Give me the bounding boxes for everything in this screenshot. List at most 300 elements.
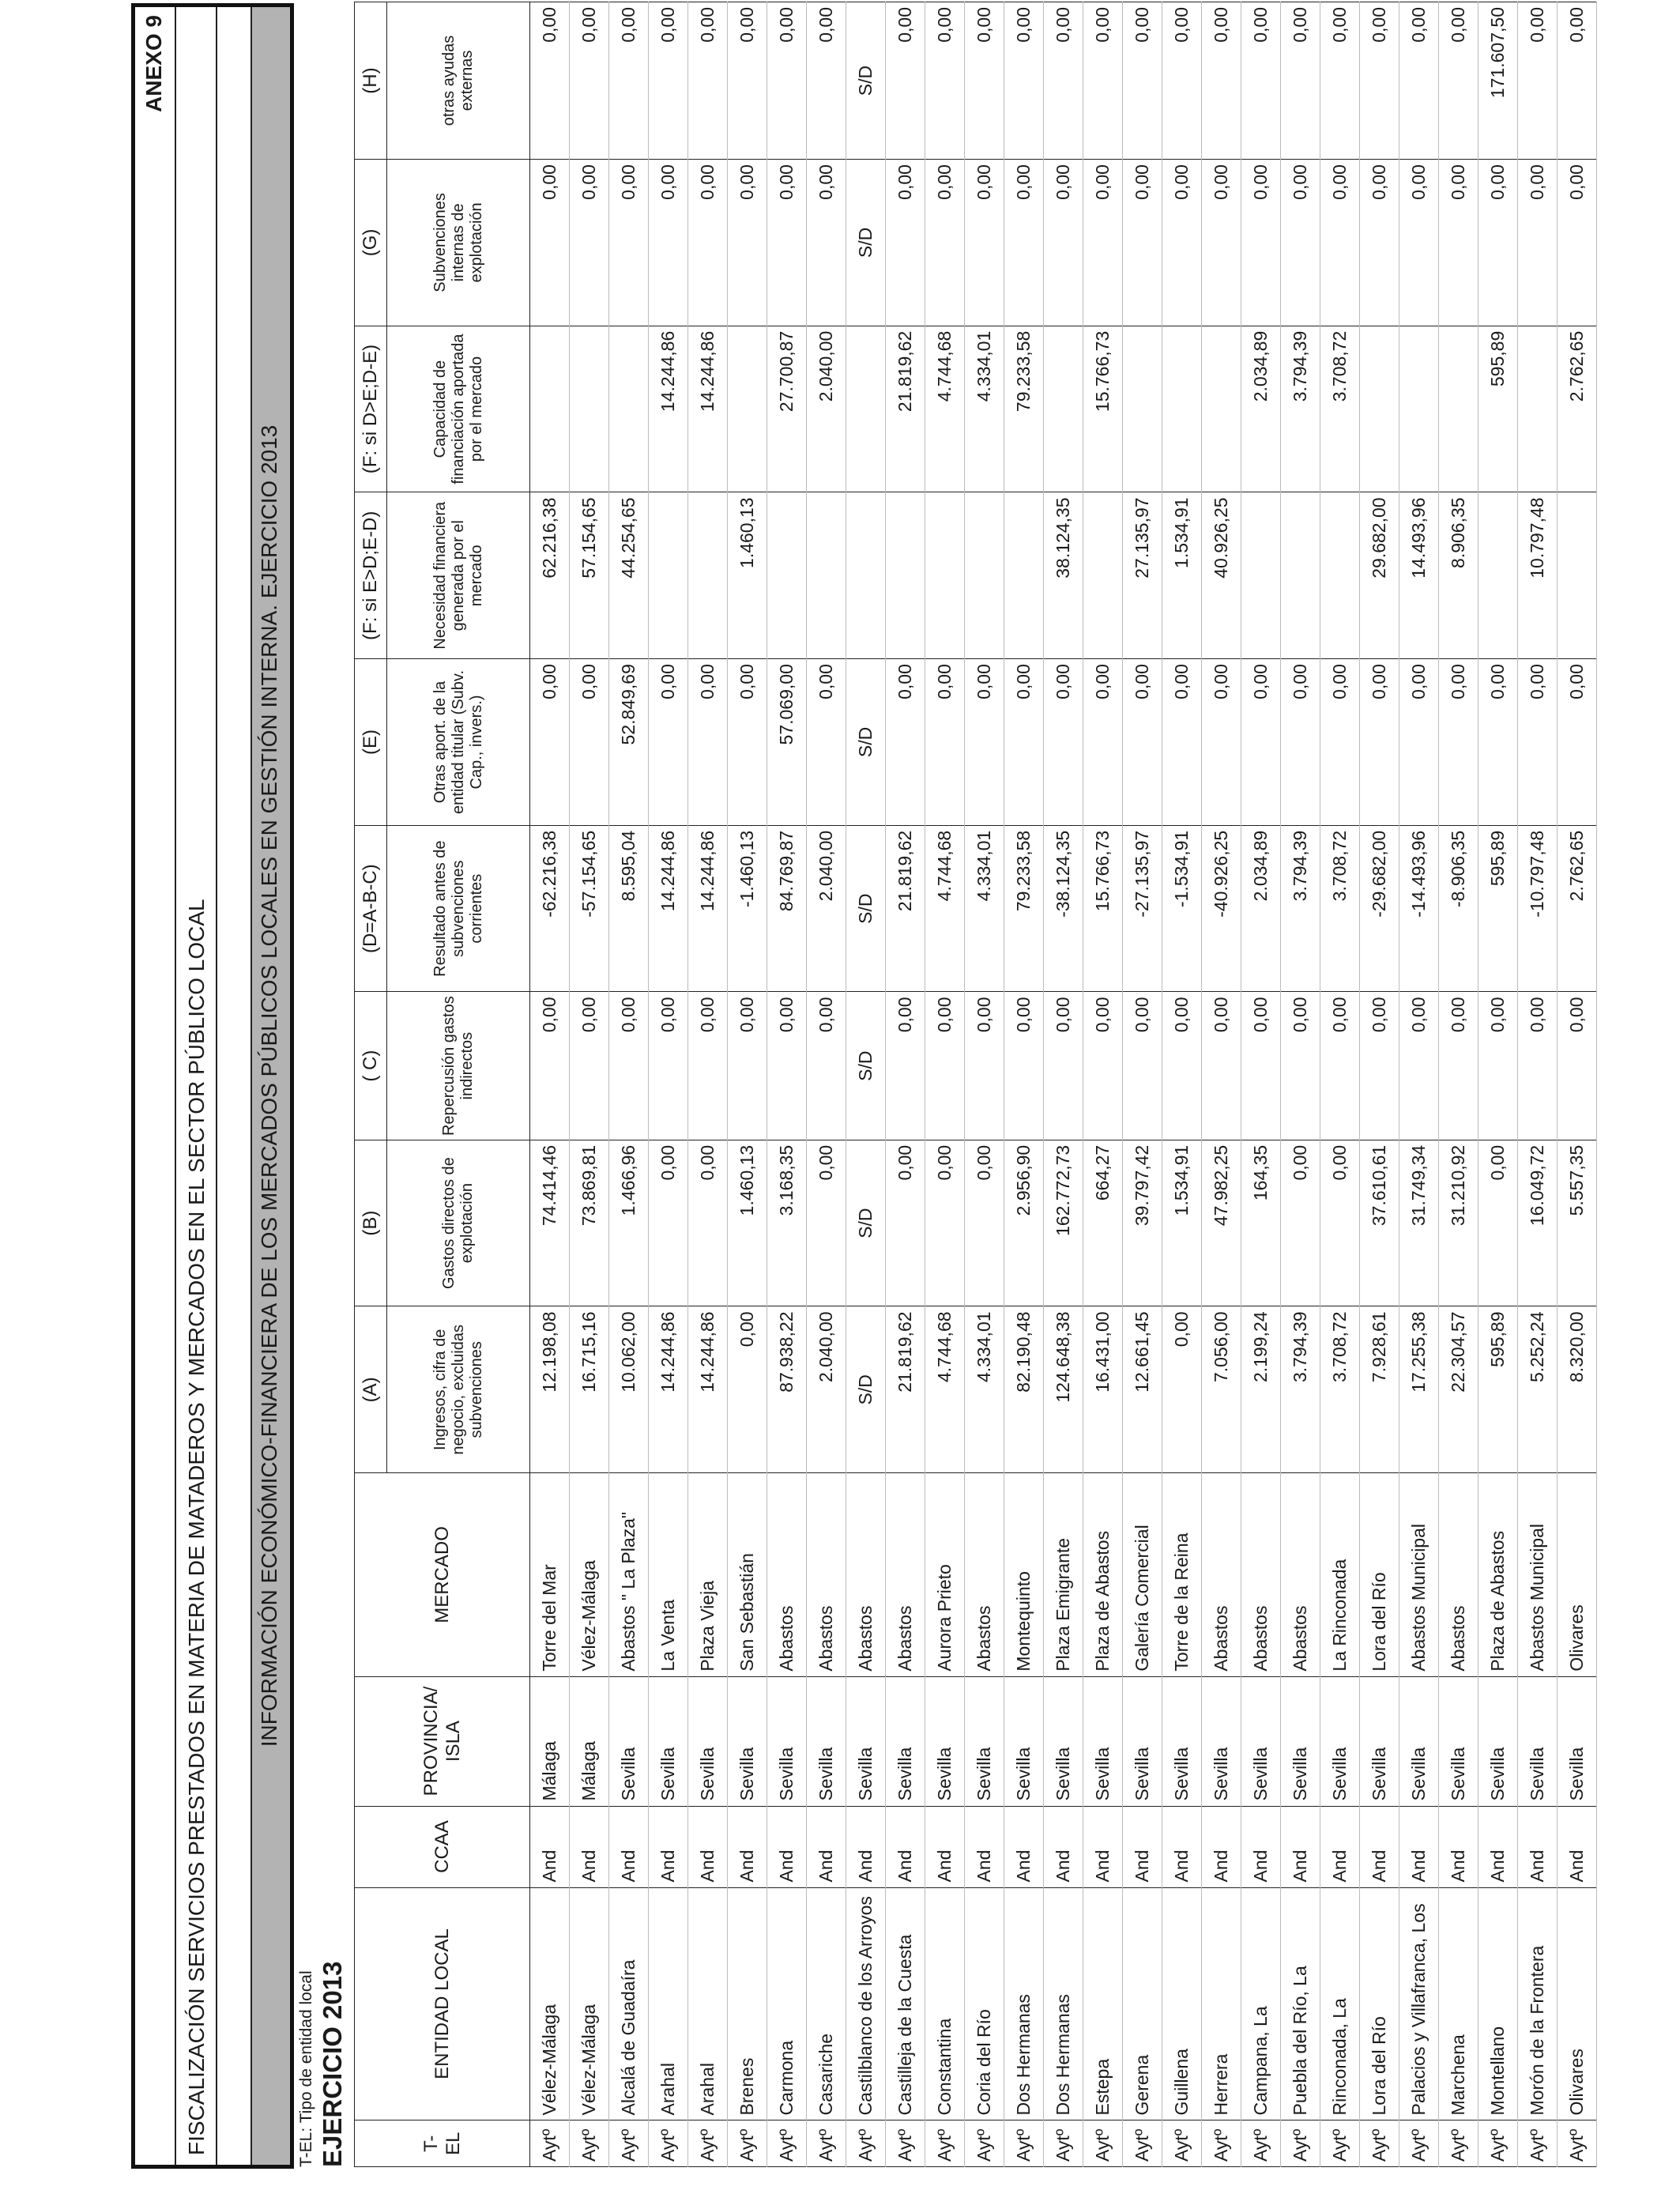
cell-tel: Aytº: [1162, 2120, 1202, 2167]
col-header-entidad: ENTIDAD LOCAL: [355, 1887, 530, 2120]
cell-ccaa: And: [1162, 1806, 1202, 1887]
cell-d: 84.769,87: [767, 825, 807, 992]
cell-ccaa: And: [570, 1806, 609, 1887]
col-code-d: (D=A-B-C): [355, 825, 387, 992]
main-title: FISCALIZACIÓN SERVICIOS PRESTADOS EN MATERIA DE MATADEROS Y MERCADOS EN EL SECTOR PÚBLICO LOCAL: [184, 899, 209, 2155]
cell-provincia: Sevilla: [1320, 1676, 1360, 1806]
cell-h: 0,00: [688, 2, 728, 160]
cell-tel: Aytº: [688, 2120, 728, 2167]
cell-f2: [1202, 326, 1241, 492]
cell-b: 0,00: [1478, 1140, 1518, 1306]
cell-b: 0,00: [1281, 1140, 1320, 1306]
cell-tel: Aytº: [965, 2120, 1004, 2167]
cell-provincia: Sevilla: [1399, 1676, 1439, 1806]
cell-entidad: Castilleja de la Cuesta: [886, 1887, 925, 2120]
cell-mercado: Abastos: [1202, 1473, 1241, 1677]
cell-d: -27.135,97: [1123, 825, 1162, 992]
cell-b: 664,27: [1083, 1140, 1123, 1306]
cell-c: 0,00: [767, 992, 807, 1140]
cell-f1: [688, 492, 728, 659]
cell-a: 21.819,62: [886, 1306, 925, 1473]
cell-h: 0,00: [1439, 2, 1478, 160]
cell-tel: Aytº: [1558, 2120, 1597, 2167]
cell-g: 0,00: [1083, 160, 1123, 326]
table-row: [1162, 2, 1202, 2167]
col-code-a: (A): [355, 1306, 387, 1473]
cell-provincia: Sevilla: [925, 1676, 965, 1806]
cell-d: -29.682,00: [1360, 825, 1399, 992]
cell-b: 0,00: [807, 1140, 846, 1306]
col-header-mercado: MERCADO: [355, 1473, 530, 1677]
cell-c: S/D: [846, 992, 886, 1140]
cell-ccaa: And: [609, 1806, 649, 1887]
cell-h: S/D: [846, 2, 886, 160]
cell-f1: [807, 492, 846, 659]
cell-f2: 3.708,72: [1320, 326, 1360, 492]
cell-provincia: Sevilla: [846, 1676, 886, 1806]
cell-tel: Aytº: [1320, 2120, 1360, 2167]
cell-a: 82.190,48: [1004, 1306, 1044, 1473]
col-desc-d: Resultado antes de subvenciones corrientes: [387, 825, 530, 992]
table-row: [846, 2, 886, 2167]
cell-d: -57.154,65: [570, 825, 609, 992]
cell-g: 0,00: [1518, 160, 1558, 326]
cell-b: 1.466,96: [609, 1140, 649, 1306]
cell-d: -10.797,48: [1518, 825, 1558, 992]
col-header-ccaa: CCAA: [355, 1806, 530, 1887]
cell-b: 0,00: [965, 1140, 1004, 1306]
cell-g: 0,00: [530, 160, 570, 326]
cell-provincia: Sevilla: [1202, 1676, 1241, 1806]
cell-mercado: Abastos " La Plaza": [609, 1473, 649, 1677]
cell-c: 0,00: [609, 992, 649, 1140]
col-header-provincia: PROVINCIA/ ISLA: [355, 1676, 530, 1806]
cell-g: 0,00: [1123, 160, 1162, 326]
cell-e: 0,00: [1518, 659, 1558, 826]
table-row: [1320, 2, 1360, 2167]
cell-tel: Aytº: [728, 2120, 767, 2167]
cell-entidad: Rinconada, La: [1320, 1887, 1360, 2120]
cell-h: 0,00: [728, 2, 767, 160]
cell-e: 52.849,69: [609, 659, 649, 826]
cell-g: 0,00: [1399, 160, 1439, 326]
cell-provincia: Sevilla: [886, 1676, 925, 1806]
table-row: [1518, 2, 1558, 2167]
cell-a: 87.938,22: [767, 1306, 807, 1473]
table-row: [530, 2, 570, 2167]
cell-b: 0,00: [1320, 1140, 1360, 1306]
cell-ccaa: And: [649, 1806, 688, 1887]
cell-f2: [728, 326, 767, 492]
cell-a: 7.928,61: [1360, 1306, 1399, 1473]
table-row: [807, 2, 846, 2167]
cell-provincia: Sevilla: [1439, 1676, 1478, 1806]
cell-provincia: Sevilla: [609, 1676, 649, 1806]
cell-h: 0,00: [1518, 2, 1558, 160]
cell-g: 0,00: [1439, 160, 1478, 326]
cell-provincia: Sevilla: [649, 1676, 688, 1806]
cell-h: 0,00: [570, 2, 609, 160]
cell-mercado: Abastos Municipal: [1518, 1473, 1558, 1677]
col-code-c: ( C): [355, 992, 387, 1140]
cell-tel: Aytº: [886, 2120, 925, 2167]
cell-tel: Aytº: [1202, 2120, 1241, 2167]
cell-ccaa: And: [1360, 1806, 1399, 1887]
col-desc-c: Repercusión gastos indirectos: [387, 992, 530, 1140]
cell-entidad: Guillena: [1162, 1887, 1202, 2120]
cell-e: 0,00: [1320, 659, 1360, 826]
cell-f1: 62.216,38: [530, 492, 570, 659]
cell-e: 0,00: [570, 659, 609, 826]
cell-a: 595,89: [1478, 1306, 1518, 1473]
cell-entidad: Alcalá de Guadaíra: [609, 1887, 649, 2120]
cell-c: 0,00: [886, 992, 925, 1140]
col-code-b: (B): [355, 1140, 387, 1306]
cell-e: 0,00: [1202, 659, 1241, 826]
cell-f1: [1558, 492, 1597, 659]
cell-b: 162.772,73: [1044, 1140, 1083, 1306]
cell-f2: 4.744,68: [925, 326, 965, 492]
cell-ccaa: And: [807, 1806, 846, 1887]
cell-tel: Aytº: [1518, 2120, 1558, 2167]
cell-tel: Aytº: [1083, 2120, 1123, 2167]
cell-ccaa: And: [530, 1806, 570, 1887]
cell-provincia: Sevilla: [1281, 1676, 1320, 1806]
cell-f1: 57.154,65: [570, 492, 609, 659]
cell-d: 14.244,86: [688, 825, 728, 992]
cell-tel: Aytº: [1478, 2120, 1518, 2167]
table-row: [965, 2, 1004, 2167]
cell-g: 0,00: [965, 160, 1004, 326]
cell-f1: 8.906,35: [1439, 492, 1478, 659]
table-row: [1083, 2, 1123, 2167]
cell-d: 21.819,62: [886, 825, 925, 992]
cell-h: 0,00: [1044, 2, 1083, 160]
cell-h: 0,00: [807, 2, 846, 160]
cell-entidad: Castilblanco de los Arroyos: [846, 1887, 886, 2120]
cell-entidad: Coria del Río: [965, 1887, 1004, 2120]
cell-h: 0,00: [1281, 2, 1320, 160]
year-label: EJERCICIO 2013: [318, 1961, 347, 2167]
cell-ccaa: And: [1241, 1806, 1281, 1887]
table-row: [1044, 2, 1083, 2167]
cell-tel: Aytº: [570, 2120, 609, 2167]
cell-provincia: Málaga: [530, 1676, 570, 1806]
cell-entidad: Palacios y Villafranca, Los: [1399, 1887, 1439, 2120]
table-row: [886, 2, 925, 2167]
cell-f1: 1.534,91: [1162, 492, 1202, 659]
cell-g: 0,00: [1478, 160, 1518, 326]
info-title-row: [252, 7, 290, 2165]
cell-e: 0,00: [530, 659, 570, 826]
cell-h: 0,00: [530, 2, 570, 160]
cell-provincia: Sevilla: [1558, 1676, 1597, 1806]
table-row: [1478, 2, 1518, 2167]
cell-entidad: Marchena: [1439, 1887, 1478, 2120]
col-code-h: (H): [355, 2, 387, 160]
cell-mercado: Torre de la Reina: [1162, 1473, 1202, 1677]
cell-e: 0,00: [1044, 659, 1083, 826]
cell-e: 0,00: [649, 659, 688, 826]
col-code-f1: (F: si E>D;E-D): [355, 492, 387, 659]
cell-f1: 10.797,48: [1518, 492, 1558, 659]
col-desc-e: Otras aport. de la entidad titular (Subv. Cap., invers.): [387, 659, 530, 826]
cell-b: 0,00: [925, 1140, 965, 1306]
cell-tel: Aytº: [609, 2120, 649, 2167]
cell-h: 0,00: [1004, 2, 1044, 160]
cell-b: 16.049,72: [1518, 1140, 1558, 1306]
cell-g: 0,00: [570, 160, 609, 326]
cell-f1: 44.254,65: [609, 492, 649, 659]
cell-mercado: Vélez-Málaga: [570, 1473, 609, 1677]
cell-a: 10.062,00: [609, 1306, 649, 1473]
cell-d: -40.926,25: [1202, 825, 1241, 992]
cell-f2: [530, 326, 570, 492]
cell-c: 0,00: [1162, 992, 1202, 1140]
cell-c: 0,00: [1399, 992, 1439, 1140]
cell-f1: [767, 492, 807, 659]
cell-mercado: Abastos: [886, 1473, 925, 1677]
cell-provincia: Sevilla: [1360, 1676, 1399, 1806]
cell-e: 0,00: [965, 659, 1004, 826]
cell-f2: 14.244,86: [649, 326, 688, 492]
cell-a: S/D: [846, 1306, 886, 1473]
cell-f2: 15.766,73: [1083, 326, 1123, 492]
cell-a: 22.304,57: [1439, 1306, 1478, 1473]
cell-b: 37.610,61: [1360, 1140, 1399, 1306]
cell-h: 0,00: [925, 2, 965, 160]
cell-a: 8.320,00: [1558, 1306, 1597, 1473]
cell-ccaa: And: [1478, 1806, 1518, 1887]
cell-d: 79.233,58: [1004, 825, 1044, 992]
cell-mercado: Lora del Río: [1360, 1473, 1399, 1677]
cell-h: 0,00: [1558, 2, 1597, 160]
table-row: [609, 2, 649, 2167]
cell-mercado: Abastos Municipal: [1399, 1473, 1439, 1677]
cell-tel: Aytº: [925, 2120, 965, 2167]
cell-h: 0,00: [767, 2, 807, 160]
cell-mercado: Plaza Vieja: [688, 1473, 728, 1677]
cell-g: 0,00: [1320, 160, 1360, 326]
cell-c: 0,00: [1083, 992, 1123, 1140]
cell-entidad: Herrera: [1202, 1887, 1241, 2120]
cell-provincia: Sevilla: [1044, 1676, 1083, 1806]
cell-f2: 2.040,00: [807, 326, 846, 492]
cell-d: -1.534,91: [1162, 825, 1202, 992]
cell-g: 0,00: [1360, 160, 1399, 326]
cell-mercado: Abastos: [846, 1473, 886, 1677]
cell-tel: Aytº: [1439, 2120, 1478, 2167]
cell-e: 0,00: [1281, 659, 1320, 826]
cell-tel: Aytº: [767, 2120, 807, 2167]
cell-tel: Aytº: [1123, 2120, 1162, 2167]
cell-a: 2.199,24: [1241, 1306, 1281, 1473]
cell-mercado: Abastos: [1439, 1473, 1478, 1677]
table-row: [1123, 2, 1162, 2167]
cell-d: -8.906,35: [1439, 825, 1478, 992]
cell-g: 0,00: [609, 160, 649, 326]
cell-h: 0,00: [609, 2, 649, 160]
cell-f2: [1162, 326, 1202, 492]
cell-tel: Aytº: [649, 2120, 688, 2167]
cell-d: 15.766,73: [1083, 825, 1123, 992]
cell-entidad: Arahal: [649, 1887, 688, 2120]
table-row: [728, 2, 767, 2167]
cell-e: S/D: [846, 659, 886, 826]
cell-g: 0,00: [1558, 160, 1597, 326]
cell-tel: Aytº: [1281, 2120, 1320, 2167]
market-table: [354, 2, 1597, 2167]
cell-h: 0,00: [649, 2, 688, 160]
cell-a: 4.744,68: [925, 1306, 965, 1473]
cell-c: 0,00: [1360, 992, 1399, 1140]
cell-g: 0,00: [1162, 160, 1202, 326]
cell-mercado: Plaza de Abastos: [1083, 1473, 1123, 1677]
table-row: [767, 2, 807, 2167]
cell-g: 0,00: [728, 160, 767, 326]
cell-mercado: Montequinto: [1004, 1473, 1044, 1677]
cell-f2: [570, 326, 609, 492]
cell-mercado: Plaza Emigrante: [1044, 1473, 1083, 1677]
cell-mercado: Plaza de Abastos: [1478, 1473, 1518, 1677]
cell-mercado: Abastos: [1241, 1473, 1281, 1677]
cell-provincia: Sevilla: [1083, 1676, 1123, 1806]
cell-d: 4.744,68: [925, 825, 965, 992]
cell-c: 0,00: [530, 992, 570, 1140]
cell-a: 0,00: [1162, 1306, 1202, 1473]
cell-ccaa: And: [767, 1806, 807, 1887]
cell-g: 0,00: [1241, 160, 1281, 326]
cell-f2: 4.334,01: [965, 326, 1004, 492]
cell-b: 3.168,35: [767, 1140, 807, 1306]
cell-a: 0,00: [728, 1306, 767, 1473]
cell-ccaa: And: [1004, 1806, 1044, 1887]
cell-ccaa: And: [846, 1806, 886, 1887]
cell-f2: [1399, 326, 1439, 492]
cell-ccaa: And: [1320, 1806, 1360, 1887]
table-row: [1281, 2, 1320, 2167]
cell-b: 5.557,35: [1558, 1140, 1597, 1306]
col-code-f2: (F: si D>E;D-E): [355, 326, 387, 492]
cell-e: 0,00: [1162, 659, 1202, 826]
cell-ccaa: And: [925, 1806, 965, 1887]
cell-c: 0,00: [965, 992, 1004, 1140]
cell-c: 0,00: [1439, 992, 1478, 1140]
cell-mercado: Galería Comercial: [1123, 1473, 1162, 1677]
cell-provincia: Sevilla: [807, 1676, 846, 1806]
cell-e: 0,00: [1083, 659, 1123, 826]
col-desc-g: Subvenciones internas de explotación: [387, 160, 530, 326]
cell-c: 0,00: [1281, 992, 1320, 1140]
cell-e: 0,00: [1004, 659, 1044, 826]
cell-e: 0,00: [1478, 659, 1518, 826]
cell-d: 2.034,89: [1241, 825, 1281, 992]
cell-provincia: Sevilla: [1478, 1676, 1518, 1806]
cell-g: 0,00: [807, 160, 846, 326]
cell-d: -14.493,96: [1399, 825, 1439, 992]
cell-g: 0,00: [1044, 160, 1083, 326]
main-title-row: [176, 7, 217, 2165]
cell-provincia: Sevilla: [965, 1676, 1004, 1806]
cell-h: 0,00: [1399, 2, 1439, 160]
cell-a: 17.255,38: [1399, 1306, 1439, 1473]
cell-tel: Aytº: [1360, 2120, 1399, 2167]
col-header-tel: T-EL: [355, 2120, 530, 2167]
cell-tel: Aytº: [1004, 2120, 1044, 2167]
cell-ccaa: And: [728, 1806, 767, 1887]
cell-f2: [1518, 326, 1558, 492]
cell-ccaa: And: [688, 1806, 728, 1887]
cell-ccaa: And: [1044, 1806, 1083, 1887]
cell-g: 0,00: [1202, 160, 1241, 326]
cell-a: 12.661,45: [1123, 1306, 1162, 1473]
table-row: [1399, 2, 1439, 2167]
cell-e: 0,00: [688, 659, 728, 826]
cell-c: 0,00: [807, 992, 846, 1140]
cell-ccaa: And: [1123, 1806, 1162, 1887]
header-row-codes: [355, 2, 387, 2167]
cell-tel: Aytº: [1241, 2120, 1281, 2167]
cell-b: 1.460,13: [728, 1140, 767, 1306]
cell-b: 31.210,92: [1439, 1140, 1478, 1306]
cell-d: 2.762,65: [1558, 825, 1597, 992]
blank-row: [217, 7, 252, 2165]
cell-e: 0,00: [886, 659, 925, 826]
header-box: [131, 3, 294, 2169]
cell-b: 31.749,34: [1399, 1140, 1439, 1306]
cell-b: 0,00: [886, 1140, 925, 1306]
cell-f1: [925, 492, 965, 659]
cell-e: 0,00: [1399, 659, 1439, 826]
cell-entidad: Campana, La: [1241, 1887, 1281, 2120]
cell-f1: [1241, 492, 1281, 659]
cell-f1: [1004, 492, 1044, 659]
cell-f1: [1083, 492, 1123, 659]
cell-f2: [1044, 326, 1083, 492]
cell-tel: Aytº: [1044, 2120, 1083, 2167]
cell-entidad: Brenes: [728, 1887, 767, 2120]
cell-c: 0,00: [1044, 992, 1083, 1140]
cell-ccaa: And: [1558, 1806, 1597, 1887]
cell-ccaa: And: [1281, 1806, 1320, 1887]
cell-c: 0,00: [1320, 992, 1360, 1140]
cell-ccaa: And: [1083, 1806, 1123, 1887]
cell-b: 1.534,91: [1162, 1140, 1202, 1306]
cell-f1: [1281, 492, 1320, 659]
cell-g: 0,00: [1281, 160, 1320, 326]
cell-e: 0,00: [1558, 659, 1597, 826]
cell-a: 3.794,39: [1281, 1306, 1320, 1473]
cell-f2: [609, 326, 649, 492]
table-body: [530, 2, 1597, 2167]
cell-c: 0,00: [728, 992, 767, 1140]
cell-entidad: Vélez-Málaga: [570, 1887, 609, 2120]
cell-f2: 21.819,62: [886, 326, 925, 492]
cell-entidad: Gerena: [1123, 1887, 1162, 2120]
cell-h: 0,00: [1241, 2, 1281, 160]
cell-ccaa: And: [1439, 1806, 1478, 1887]
cell-mercado: Abastos: [807, 1473, 846, 1677]
cell-h: 171.607,50: [1478, 2, 1518, 160]
cell-c: 0,00: [1478, 992, 1518, 1140]
table-row: [570, 2, 609, 2167]
cell-d: 595,89: [1478, 825, 1518, 992]
cell-d: -62.216,38: [530, 825, 570, 992]
cell-f2: 3.794,39: [1281, 326, 1320, 492]
cell-entidad: Montellano: [1478, 1887, 1518, 2120]
cell-f2: [1439, 326, 1478, 492]
cell-a: 14.244,86: [688, 1306, 728, 1473]
